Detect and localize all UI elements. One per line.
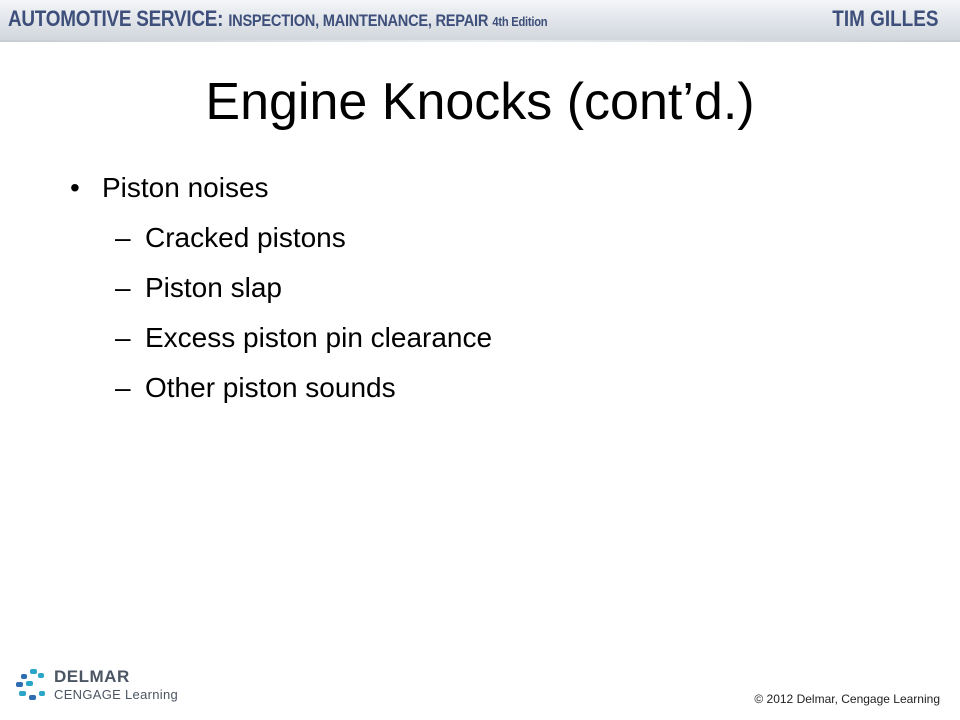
sub-bullet-item <box>115 272 282 304</box>
dash-marker: – <box>115 272 131 303</box>
dash-marker: – <box>115 322 131 353</box>
delmar-logo <box>14 663 214 707</box>
logo-subtitle: CENGAGE Learning <box>54 687 179 702</box>
book-title-sub: INSPECTION, MAINTENANCE, REPAIR <box>228 11 489 30</box>
bullet-text: Piston noises <box>102 172 269 203</box>
sub-bullet-item <box>115 222 346 254</box>
sub-bullet-text: Excess piston pin clearance <box>145 322 493 353</box>
sub-bullet-text: Cracked pistons <box>145 222 346 253</box>
sub-bullet-item <box>115 372 396 404</box>
logo-name: DELMAR <box>54 667 130 686</box>
book-title <box>8 6 547 32</box>
author-name: TIM GILLES <box>831 6 938 31</box>
bullet-item <box>70 172 269 204</box>
cengage-logo-icon <box>14 667 50 703</box>
dash-marker: – <box>115 222 131 253</box>
sub-bullet-text: Piston slap <box>145 272 282 303</box>
header-banner <box>0 0 960 42</box>
dash-marker: – <box>115 372 131 403</box>
sub-bullet-item <box>115 322 492 354</box>
book-title-main: AUTOMOTIVE SERVICE: <box>8 6 224 31</box>
slide-title: Engine Knocks (cont’d.) <box>205 73 755 131</box>
sub-bullet-text: Other piston sounds <box>145 372 396 403</box>
copyright-notice: © 2012 Delmar, Cengage Learning <box>754 692 940 706</box>
book-edition: 4th Edition <box>492 14 548 29</box>
bullet-marker: • <box>70 172 80 203</box>
